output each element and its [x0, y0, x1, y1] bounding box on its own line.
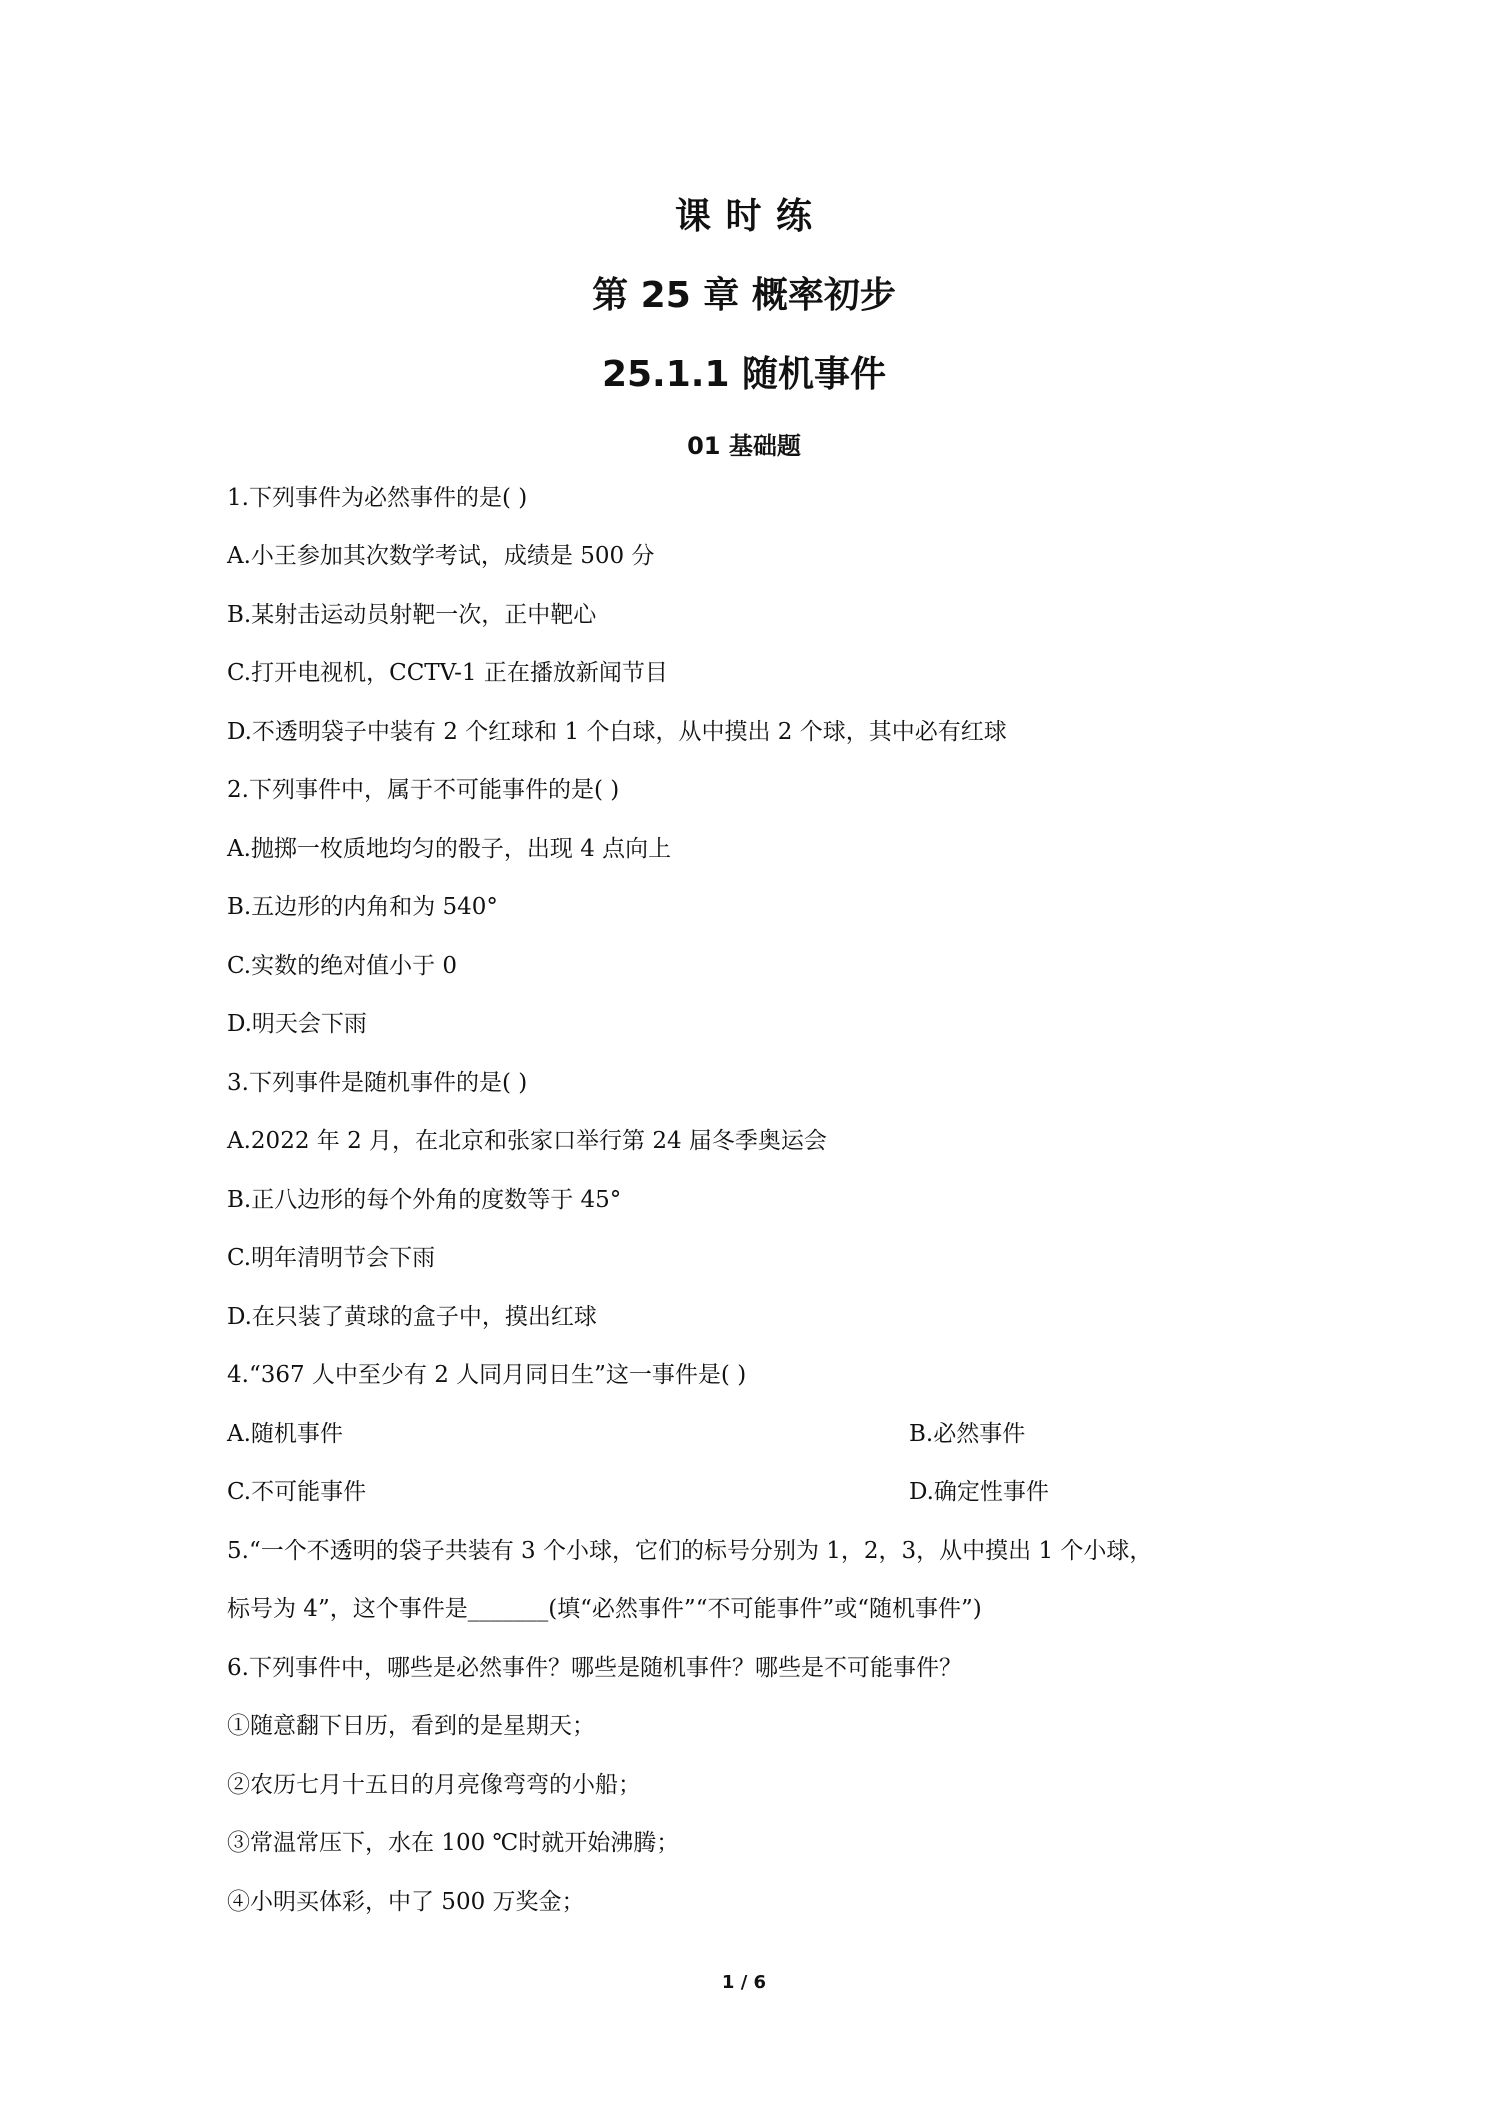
q2-option-c: C.实数的绝对值小于 0: [227, 953, 458, 979]
q1-option-b: B.某射击运动员射靶一次，正中靶心: [227, 602, 597, 628]
q4-option-a: A.随机事件: [227, 1421, 343, 1447]
q3-option-d: D.在只装了黄球的盒子中，摸出红球: [227, 1304, 597, 1330]
q4-stem: 4.“367 人中至少有 2 人同月同日生”这一事件是( ): [227, 1362, 747, 1388]
page-title: 课 时 练: [674, 196, 814, 237]
q2-stem: 2.下列事件中，属于不可能事件的是( ): [227, 777, 620, 803]
q6-stem: 6.下列事件中，哪些是必然事件？哪些是随机事件？哪些是不可能事件？: [227, 1655, 962, 1681]
page-number: 1 / 6: [721, 1972, 767, 1993]
q2-option-b: B.五边形的内角和为 540°: [227, 894, 498, 920]
q4-option-d: D.确定性事件: [909, 1479, 1049, 1505]
q3-stem: 3.下列事件是随机事件的是( ): [227, 1070, 528, 1096]
q5-line-2: 标号为 4”，这个事件是_______(填“必然事件”“不可能事件”或“随机事件”): [227, 1596, 982, 1622]
q1-option-a: A.小王参加其次数学考试，成绩是 500 分: [227, 543, 655, 569]
q3-option-a: A.2022 年 2 月，在北京和张家口举行第 24 届冬季奥运会: [227, 1128, 827, 1154]
subsection-title: 01 基础题: [687, 432, 801, 460]
q6-item: ①随意翻下日历，看到的是星期天；: [227, 1713, 595, 1739]
q2-option-d: D.明天会下雨: [227, 1011, 367, 1037]
q6-item: ③常温常压下，水在 100 ℃时就开始沸腾；: [227, 1830, 680, 1856]
q1-option-d: D.不透明袋子中装有 2 个红球和 1 个白球，从中摸出 2 个球，其中必有红球: [227, 719, 1007, 745]
q6-item: ②农历七月十五日的月亮像弯弯的小船；: [227, 1772, 641, 1798]
q1-option-c: C.打开电视机，CCTV-1 正在播放新闻节目: [227, 660, 668, 686]
q4-option-b: B.必然事件: [909, 1421, 1026, 1447]
q3-option-c: C.明年清明节会下雨: [227, 1245, 436, 1271]
q5-line-1: 5.“一个不透明的袋子共装有 3 个小球，它们的标号分别为 1，2，3，从中摸出 1 个小球，: [227, 1538, 1153, 1564]
q2-option-a: A.抛掷一枚质地均匀的骰子，出现 4 点向上: [227, 836, 672, 862]
section-title: 25.1.1 随机事件: [601, 354, 887, 395]
chapter-title: 第 25 章 概率初步: [592, 275, 896, 316]
q6-item: ④小明买体彩，中了 500 万奖金；: [227, 1889, 585, 1915]
q3-option-b: B.正八边形的每个外角的度数等于 45°: [227, 1187, 622, 1213]
q1-stem: 1.下列事件为必然事件的是( ): [227, 485, 528, 511]
q4-option-c: C.不可能事件: [227, 1479, 367, 1505]
